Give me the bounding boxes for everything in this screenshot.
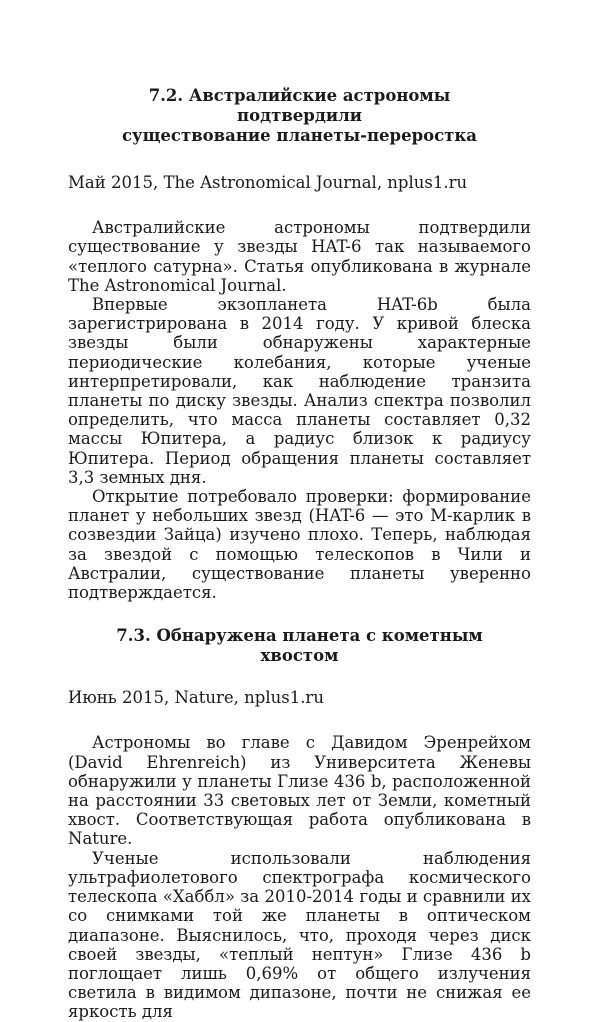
paragraph: Австралийские астрономы подтвердили существование у звезды HAT-6 так называемого «теплого сатурна». Статья опубликована в журнале The Astronomical Journal. [68, 218, 531, 295]
source-line: Май 2015, The Astronomical Journal, nplus1.ru [68, 173, 468, 192]
source-line: Июнь 2015, Nature, nplus1.ru [68, 688, 324, 708]
paragraph: Астрономы во главе с Давидом Эренрейхом (David Ehrenreich) из Университета Женевы обнаружили у планеты Глизе 436 b, расположенной на расстоянии 33 световых лет от Земли, кометный хвост. Соответствующая работа опубликована в Nature. [68, 733, 531, 849]
paragraph: Впервые экзопланета HAT-6b была зарегистрирована в 2014 году. У кривой блеска звезды были обнаружены характерные периодические колебания, которые ученые интерпретировали, как наблюдение транзита планеты по диску звезды. Анализ спектра позволил определить, что масса планеты составляет 0,32 массы Юпитера, а радиус близок к радиусу Юпитера. Период обращения планеты составляет 3,3 земных дня. [68, 295, 531, 487]
heading-line-2: существование планеты-переростка [121, 126, 478, 145]
paragraph: Открытие потребовало проверки: формирование планет у небольших звезд (HAT-6 — это М-карлик в созвездии Зайца) изучено плохо. Теперь, наблюдая за звездой с помощью телескопов в Чили и Австралии, существование планеты уверенно подтверждается. [68, 487, 531, 603]
section-body [68, 733, 531, 1021]
section-7-2 [68, 86, 531, 602]
heading-line-1: 7.2. Австралийские астрономы подтвердили [148, 86, 451, 125]
heading-line-1: 7.3. Обнаружена планета с кометным хвостом [116, 626, 483, 666]
section-heading [86, 626, 513, 666]
paragraph: Ученые использовали наблюдения ультрафиолетового спектрографа космического телескопа «Хаббл» за 2010-2014 годы и сравнили их со снимками той же планеты в оптическом диапазоне. Выяснилось, что, проходя через диск своей звезды, «теплый нептун» Глизе 436 b поглощает лишь 0,69% от общего излучения светила в видимом дипазоне, почти не снижая ее яркость для [68, 848, 531, 1022]
book-page [68, 86, 531, 1022]
section-body [68, 218, 531, 602]
section-7-3 [68, 626, 531, 1021]
section-heading [86, 86, 513, 146]
